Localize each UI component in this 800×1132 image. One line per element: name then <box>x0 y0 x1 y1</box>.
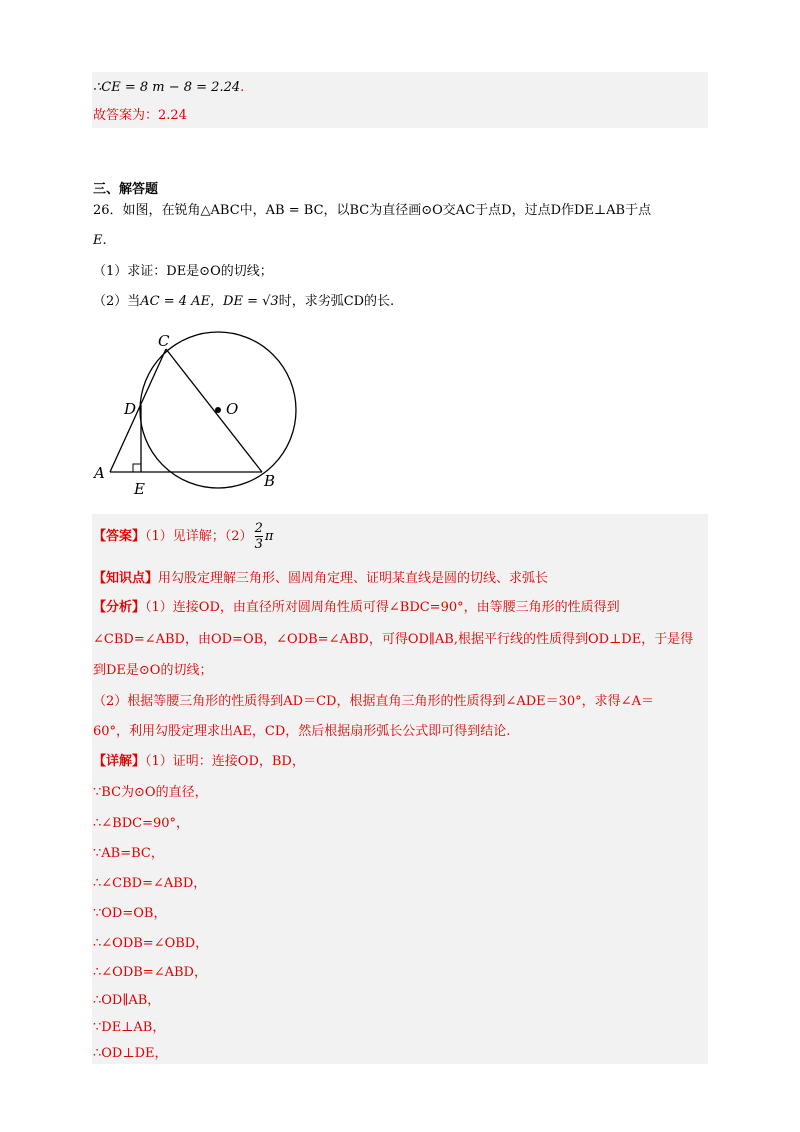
answer-note: 故答案为：2.24 <box>93 108 187 123</box>
knowledge-line: 【知识点】用勾股定理解三角形、圆周角定理、证明某直线是圆的切线、求弧长 <box>93 571 549 586</box>
analysis-line-1: 【分析】（1）连接OD，由直径所对圆周角性质可得∠BDC=90°，由等腰三角形的性质得到 <box>93 600 620 615</box>
label-b: B <box>264 472 276 490</box>
proof-step: ∴OD∥AB， <box>93 993 161 1008</box>
label-d: D <box>124 400 137 418</box>
ce-equation: ∴CE = 8 m − 8 = 2.24. <box>93 80 245 95</box>
proof-step: ∴∠BDC=90°， <box>93 816 190 831</box>
analysis-line-5: 60°，利用勾股定理求出AE，CD，然后根据扇形弧长公式即可得到结论. <box>93 724 511 739</box>
analysis-line-2: ∠CBD=∠ABD，由OD=OB，∠ODB=∠ABD，可得OD∥AB,根据平行线的性质得到OD⊥DE，于是得 <box>93 632 694 647</box>
center-point-o <box>215 407 221 413</box>
problem-stem-line-1: 26．如图，在锐角△ABC中，AB = BC，以BC为直径画⊙O交AC于点D，过点D作DE⊥AB于点 <box>93 203 652 218</box>
label-c: C <box>158 332 170 350</box>
analysis-line-3: 到DE是⊙O的切线； <box>93 663 213 678</box>
proof-step: ∵OD=OB， <box>93 906 167 921</box>
problem-stem-line-2: E. <box>93 233 107 248</box>
proof-step: ∵DE⊥AB， <box>93 1020 166 1035</box>
analysis-line-4: （2）根据等腰三角形的性质得到AD＝CD，根据直角三角形的性质得到∠ADE＝30°，求得∠A＝ <box>93 694 654 709</box>
proof-step: ∴OD⊥DE， <box>93 1046 168 1061</box>
label-a: A <box>94 464 105 482</box>
geometry-figure <box>90 330 310 500</box>
answer-fraction: $\frac{2}{3}$ <box>254 521 263 552</box>
proof-step: ∴∠ODB=∠OBD， <box>93 936 209 951</box>
proof-step: ∴∠ODB=∠ABD， <box>93 965 207 980</box>
proof-step: ∴∠CBD=∠ABD， <box>93 876 207 891</box>
segment-cb <box>166 349 262 472</box>
section-title: 三、解答题 <box>93 182 159 197</box>
segment-ac <box>110 349 166 472</box>
proof-step: ∵BC为⊙O的直径， <box>93 785 208 800</box>
answer-tag: 【答案】 <box>93 529 146 544</box>
detail-line: 【详解】（1）证明：连接OD，BD， <box>93 754 305 769</box>
proof-step: ∵AB=BC， <box>93 846 164 861</box>
answer-line: 【答案】（1）见详解；（2） $\frac{2}{3}$ π <box>93 521 274 552</box>
question-1: （1）求证：DE是⊙O的切线； <box>93 264 273 279</box>
question-2: （2）当AC = 4 AE，DE = √3时，求劣弧CD的长. <box>93 294 395 309</box>
label-e: E <box>134 480 145 498</box>
label-o: O <box>226 400 239 418</box>
right-angle-mark <box>133 464 141 472</box>
